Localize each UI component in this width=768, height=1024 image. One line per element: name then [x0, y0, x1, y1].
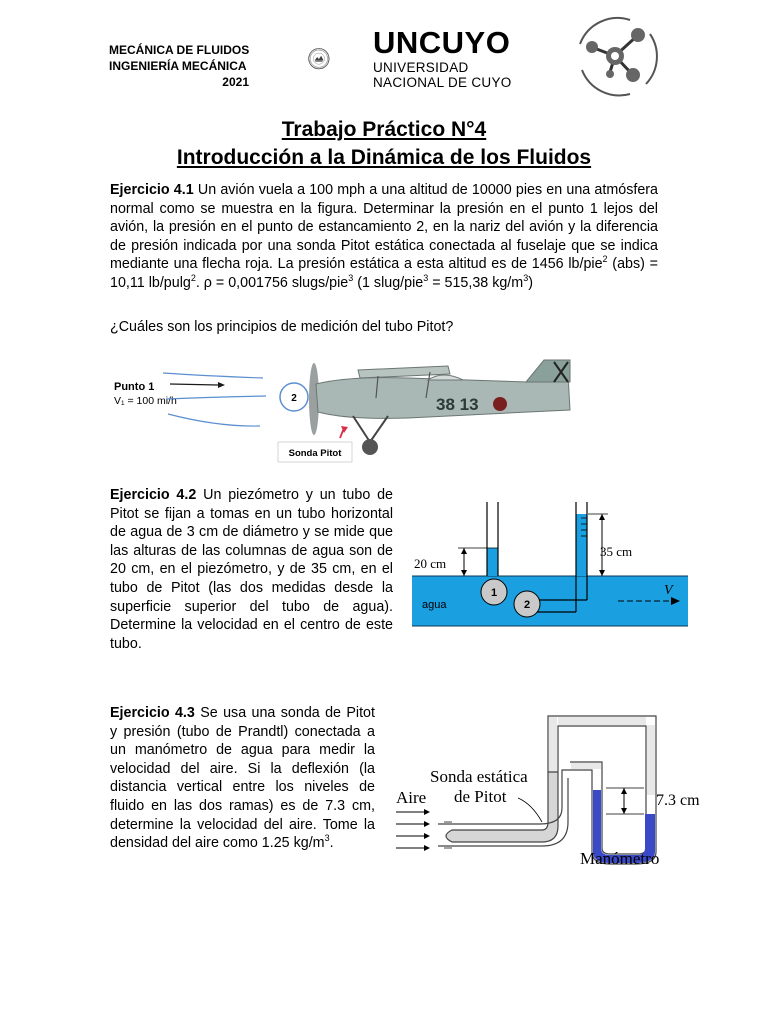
ex3-sup: 3: [324, 833, 330, 844]
ex3-text-b: .: [329, 835, 334, 852]
dim-arrow: [621, 788, 627, 794]
ex1-text-c: . ρ = 0,001756 slugs/pie: [195, 274, 349, 291]
flow-arrow: [166, 396, 266, 399]
piezometer-water: [487, 548, 498, 576]
university-line-1: UNIVERSIDAD: [373, 60, 469, 75]
exercise-4-1-label: Ejercicio 4.1: [110, 182, 194, 198]
piezometer-pitot-figure: [412, 500, 688, 630]
deflection-label: 7.3 cm: [656, 792, 700, 809]
university-line-2: NACIONAL DE CUYO: [373, 75, 512, 90]
dim-arrow: [461, 548, 467, 554]
ex1-sup-3: 3: [348, 273, 354, 284]
probe-name-line2: de Pitot: [454, 787, 507, 806]
point-1-number: 1: [490, 587, 498, 599]
course-header: [109, 42, 249, 90]
dim-arrow: [461, 570, 467, 576]
tube-fill: [647, 725, 655, 795]
height-20-label: 20 cm: [414, 556, 447, 571]
exercise-4-3-text: [110, 704, 375, 853]
ex3-text-a: Se usa una sonda de Pitot y presión (tubo de Prandtl) conectada a un manómetro de agua para medir la velocidad del aire. Si la deflexión (la distancia vertical entre los niveles de fluido en las dos ramas) es de 7.3 cm, determine la velocidad del aire. Tome la densidad del aire como 1.25 kg/m: [110, 705, 375, 852]
ex1-text-f: ): [528, 274, 533, 291]
velocity-symbol: V: [664, 583, 673, 598]
air-arrow-heads: [424, 809, 430, 851]
air-arrows: [396, 812, 426, 848]
point-2-label: 2: [291, 393, 297, 404]
manometer-label: Manómetro: [580, 849, 660, 868]
ex1-sup-1: 2: [602, 254, 608, 265]
flow-arrow: [163, 373, 263, 378]
exercise-4-2-label: Ejercicio 4.2: [110, 487, 197, 503]
flow-arrow: [170, 384, 218, 385]
flow-arrow-head: [218, 382, 225, 388]
exercise-4-1-text: [110, 181, 658, 293]
dim-arrow: [599, 570, 605, 576]
landing-wheel: [362, 439, 378, 455]
course-year: 2021: [222, 75, 249, 89]
ex1-text-b: (abs) = 10,11 lb/pulg: [110, 256, 658, 291]
university-wordmark: [373, 26, 512, 90]
tube-fill: [558, 717, 646, 725]
exercise-4-3-label: Ejercicio 4.3: [110, 705, 195, 721]
exercise-4-1-question: ¿Cuáles son los principios de medición del tubo Pitot?: [110, 319, 454, 335]
ex1-text-a: Un avión vuela a 100 mph a una altitud de 10000 pies en una atmósfera normal como se muestra en la figura. Determinar la presión en el punto 1 lejos del avión, la presión en el punto de estancamiento 2, en la nariz del avión y la diferencia de presión indicada por una sonda Pitot estática conectada al fuselaje que se indica mediante una flecha roja. La presión estática a esta altitud es de 1456 lb/pie: [110, 182, 658, 273]
landing-gear-strut: [370, 416, 388, 442]
ex1-sup-5: 3: [523, 273, 529, 284]
tube-fill: [549, 717, 557, 773]
ex1-text-d: (1 slug/pie: [353, 274, 424, 291]
cockpit: [428, 375, 463, 380]
program-name: INGENIERÍA MECÁNICA: [109, 59, 247, 73]
probe-name-line1: Sonda estática: [430, 767, 528, 786]
ex2-text: Un piezómetro y un tubo de Pitot se fijan a tomas en un tubo horizontal de agua de 3 cm de diámetro y se mide que las alturas de las columnas de agua son de 20 cm, en el piezómetro, y de 35 cm, en el tubo de Pitot (las dos medidas desde la superficie superior del tubo de agua). Determine la velocidad en el centro de este tubo.: [110, 487, 393, 652]
ex1-sup-4: 3: [423, 273, 429, 284]
dim-arrow: [599, 514, 605, 520]
air-label: Aire: [396, 788, 427, 807]
page-subtitle: Introducción a la Dinámica de los Fluidos: [176, 146, 592, 169]
flow-arrow: [168, 414, 260, 426]
prandtl-tube-figure: [392, 712, 712, 872]
tube-fill: [571, 763, 601, 769]
page-title: Trabajo Práctico N°4: [281, 118, 487, 141]
ex1-text-e: = 515,38 kg/m: [428, 274, 524, 291]
probe-leader-line: [518, 798, 542, 822]
fuselage-code: 38 13: [436, 395, 479, 414]
point-2-number: 2: [523, 599, 531, 611]
tail-fin: [526, 360, 570, 382]
velocity-label: V₁ = 100 mi/h: [114, 395, 177, 407]
airplane-figure: [108, 352, 578, 464]
dim-arrow: [621, 808, 627, 814]
ex1-sup-2: 2: [190, 273, 196, 284]
pitot-tube-top: [576, 502, 587, 514]
fluid-label: agua: [422, 599, 447, 611]
university-short-name: UNCUYO: [373, 25, 511, 60]
university-seal-logo: [308, 26, 374, 92]
roundel: [493, 397, 507, 411]
exercise-4-2-text: [110, 486, 393, 653]
molecule-logo: [570, 14, 660, 98]
course-name: MECÁNICA DE FLUIDOS: [109, 43, 250, 57]
point-1-label: Punto 1: [114, 381, 155, 393]
landing-gear-strut: [353, 416, 370, 442]
probe-label: Sonda Pitot: [288, 448, 342, 459]
height-35-label: 35 cm: [600, 544, 633, 559]
